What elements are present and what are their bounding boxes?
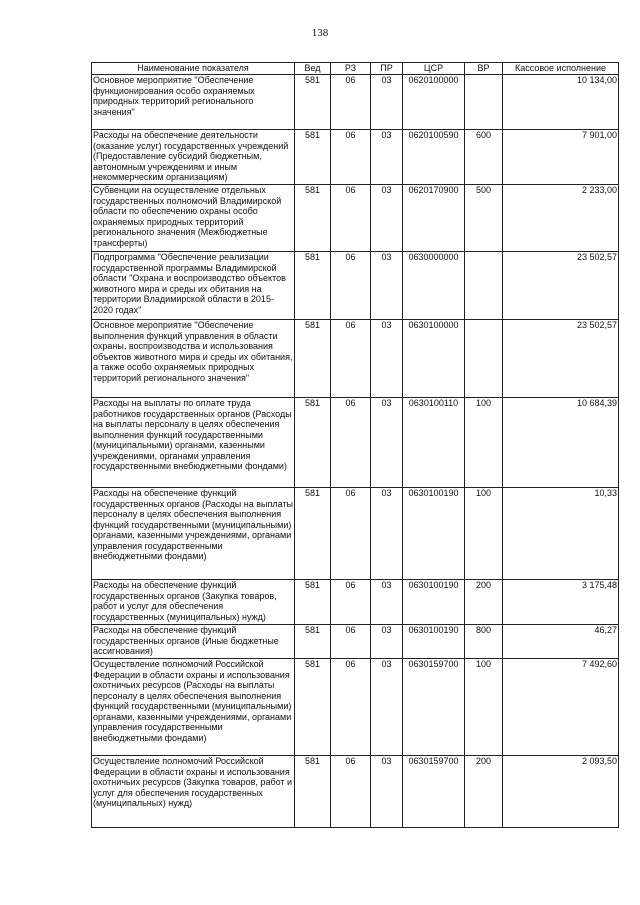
row-ved: 581: [295, 625, 331, 659]
row-ved: 581: [295, 75, 331, 130]
row-vr: 600: [465, 130, 503, 185]
row-pr: 03: [371, 580, 403, 625]
row-ved: 581: [295, 756, 331, 828]
header-ved: Вед: [295, 63, 331, 75]
row-vr: 500: [465, 185, 503, 252]
row-amount: 2 093,50: [503, 756, 619, 828]
row-name: Субвенции на осуществление отдельных государственных полномочий Владимирской области по обеспечению охраны особо охраняемых природных территорий регионального значения (Межбюджетные трансферты): [92, 185, 295, 252]
row-rz: 06: [331, 398, 371, 488]
row-rz: 06: [331, 756, 371, 828]
row-csr: 0630100000: [403, 320, 465, 398]
row-amount: 7 901,00: [503, 130, 619, 185]
row-pr: 03: [371, 756, 403, 828]
row-ved: 581: [295, 659, 331, 756]
row-csr: 0620170900: [403, 185, 465, 252]
row-amount: 10 134,00: [503, 75, 619, 130]
table-row: [92, 75, 619, 130]
row-csr: 0620100590: [403, 130, 465, 185]
row-pr: 03: [371, 625, 403, 659]
row-ved: 581: [295, 320, 331, 398]
row-pr: 03: [371, 130, 403, 185]
row-name: Расходы на обеспечение деятельности (оказание услуг) государственных учреждений (Предоставление субсидий бюджетным, автономным учреждениям и иным некоммерческим организациям): [92, 130, 295, 185]
row-amount: 7 492,60: [503, 659, 619, 756]
row-pr: 03: [371, 398, 403, 488]
budget-execution-table: [91, 62, 619, 828]
row-ved: 581: [295, 488, 331, 580]
table-row: [92, 130, 619, 185]
row-csr: 0620100000: [403, 75, 465, 130]
row-csr: 0630159700: [403, 756, 465, 828]
row-name: Расходы на выплаты по оплате труда работников государственных органов (Расходы на выплаты персоналу в целях обеспечения выполнения функций государственными (муниципальными) органами, казенными учреждениями, органами управления государственными внебюджетными фондами): [92, 398, 295, 488]
header-vr: ВР: [465, 63, 503, 75]
table-row: [92, 185, 619, 252]
row-pr: 03: [371, 252, 403, 320]
row-ved: 581: [295, 185, 331, 252]
row-rz: 06: [331, 252, 371, 320]
table-row: [92, 659, 619, 756]
row-name: Расходы на обеспечение функций государственных органов (Закупка товаров, работ и услуг для обеспечения государственных (муниципальных) нужд): [92, 580, 295, 625]
table-row: [92, 398, 619, 488]
page-number: 138: [311, 27, 329, 39]
row-rz: 06: [331, 320, 371, 398]
row-name: Основное мероприятие "Обеспечение функционирования особо охраняемых природных территорий регионального значения": [92, 75, 295, 130]
row-vr: 100: [465, 398, 503, 488]
row-csr: 0630100190: [403, 488, 465, 580]
row-name: Подпрограмма "Обеспечение реализации государственной программы Владимирской области "Охрана и воспроизводство объектов животного мира и среды их обитания на территории Владимирской области в 2015-2020 годах": [92, 252, 295, 320]
row-amount: 46,27: [503, 625, 619, 659]
row-csr: 0630100190: [403, 625, 465, 659]
row-amount: 23 502,57: [503, 252, 619, 320]
row-csr: 0630100110: [403, 398, 465, 488]
table-row: [92, 320, 619, 398]
header-rz: РЗ: [331, 63, 371, 75]
table-row: [92, 580, 619, 625]
row-amount: 10 684,39: [503, 398, 619, 488]
row-csr: 0630159700: [403, 659, 465, 756]
row-amount: 10,33: [503, 488, 619, 580]
row-pr: 03: [371, 320, 403, 398]
row-amount: 23 502,57: [503, 320, 619, 398]
row-vr: [465, 252, 503, 320]
row-ved: 581: [295, 252, 331, 320]
header-csr: ЦСР: [403, 63, 465, 75]
row-vr: 200: [465, 756, 503, 828]
table-header-row: [92, 63, 619, 75]
header-amount: Кассовое исполнение: [503, 63, 619, 75]
row-vr: 100: [465, 488, 503, 580]
row-rz: 06: [331, 580, 371, 625]
row-vr: [465, 75, 503, 130]
row-ved: 581: [295, 130, 331, 185]
table-row: [92, 625, 619, 659]
row-name: Расходы на обеспечение функций государственных органов (Расходы на выплаты персоналу в целях обеспечения выполнения функций государственными (муниципальными) органами, казенными учреждениями, органами управления государственными внебюджетными фондами): [92, 488, 295, 580]
row-ved: 581: [295, 398, 331, 488]
row-vr: 200: [465, 580, 503, 625]
row-rz: 06: [331, 659, 371, 756]
row-rz: 06: [331, 488, 371, 580]
row-pr: 03: [371, 75, 403, 130]
row-vr: [465, 320, 503, 398]
row-amount: 3 175,48: [503, 580, 619, 625]
row-csr: 0630000000: [403, 252, 465, 320]
row-rz: 06: [331, 625, 371, 659]
row-name: Расходы на обеспечение функций государственных органов (Иные бюджетные ассигнования): [92, 625, 295, 659]
row-rz: 06: [331, 75, 371, 130]
row-name: Осуществление полномочий Российской Федерации в области охраны и использования охотничьих ресурсов (Расходы на выплаты персоналу в целях обеспечения выполнения функций государственными (муниципальными) органами, казенными учреждениями, органами управления государственными внебюджетными фондами): [92, 659, 295, 756]
table-row: [92, 252, 619, 320]
row-pr: 03: [371, 185, 403, 252]
row-name: Основное мероприятие "Обеспечение выполнения функций управления в области охраны, воспроизводства и использования объектов животного мира и среды их обитания, а также особо охраняемых природных территорий регионального значения": [92, 320, 295, 398]
row-pr: 03: [371, 488, 403, 580]
header-name: Наименование показателя: [92, 63, 295, 75]
row-csr: 0630100190: [403, 580, 465, 625]
row-name: Осуществление полномочий Российской Федерации в области охраны и использования охотничьих ресурсов (Закупка товаров, работ и услуг для обеспечения государственных (муниципальных) нужд): [92, 756, 295, 828]
row-pr: 03: [371, 659, 403, 756]
row-rz: 06: [331, 130, 371, 185]
row-ved: 581: [295, 580, 331, 625]
row-vr: 800: [465, 625, 503, 659]
table-row: [92, 756, 619, 828]
row-rz: 06: [331, 185, 371, 252]
row-vr: 100: [465, 659, 503, 756]
row-amount: 2 233,00: [503, 185, 619, 252]
header-pr: ПР: [371, 63, 403, 75]
table-row: [92, 488, 619, 580]
